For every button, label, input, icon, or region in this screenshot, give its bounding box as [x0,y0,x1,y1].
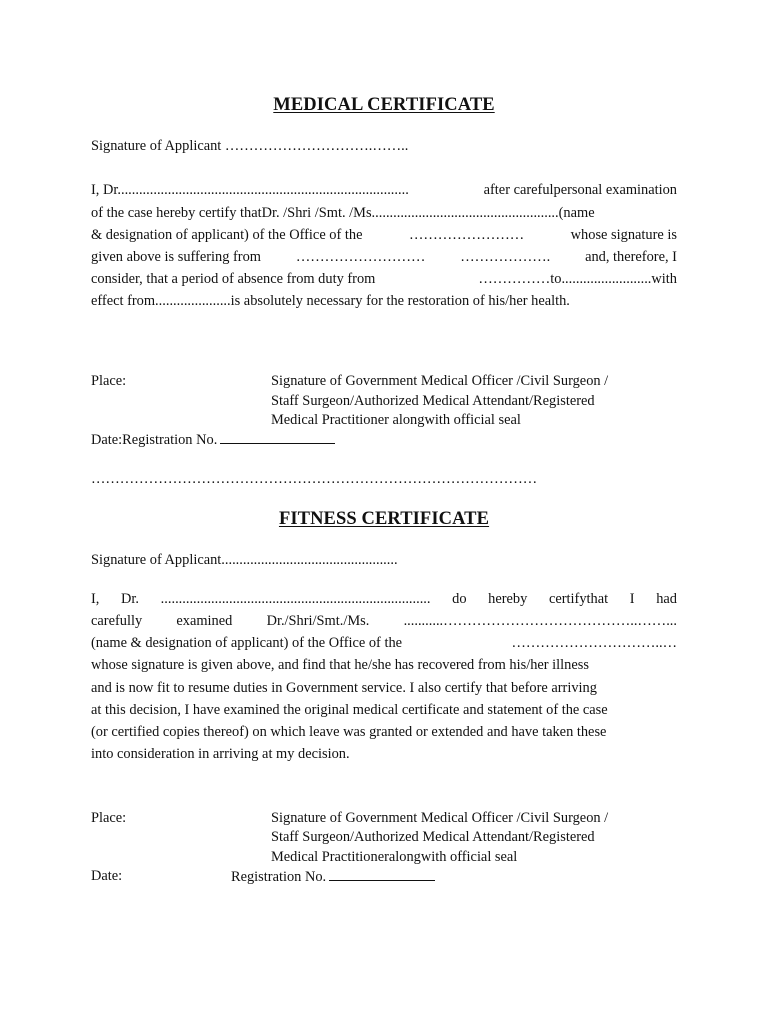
fitness-body-line: into consideration in arriving at my decision. [91,746,350,762]
medical-officer-signature-line: Signature of Government Medical Officer /Civil Surgeon / [271,373,609,389]
medical-officer-signature-line: Medical Practitioner alongwith official seal [271,412,521,428]
fitness-applicant-signature-line: Signature of Applicant................................................. [91,552,398,568]
medical-body-line: I, Dr................................................................................. after carefulpersonal examination [91,182,677,198]
fitness-body-line: and is now fit to resume duties in Government service. I also certify that before arriving [91,680,597,696]
medical-body-line: & designation of applicant) of the Office of the …………………… whose signature is [91,227,677,243]
fitness-registration-blank [329,868,435,881]
fitness-body-line: I, Dr. ........................................................................... do hereby certifythat I had [91,591,677,607]
medical-body-line: consider, that a period of absence from duty from ……………to.........................with [91,271,677,287]
medical-applicant-signature-line: Signature of Applicant ………………………….…….. [91,138,409,154]
medical-registration-blank [220,431,335,444]
fitness-officer-signature-line: Medical Practitioneralongwith official seal [271,849,518,865]
medical-place-label: Place: [91,373,127,389]
fitness-body-line: (or certified copies thereof) on which leave was granted or extended and have taken these [91,724,607,740]
fitness-certificate-title: FITNESS CERTIFICATE [278,509,490,529]
fitness-body-line: at this decision, I have examined the original medical certificate and statement of the case [91,702,608,718]
medical-body-line: of the case hereby certify thatDr. /Shri /Smt. /Ms....................................................(name [91,205,595,221]
medical-date-registration [91,431,335,449]
fitness-registration [231,868,435,886]
fitness-registration-label: Registration No. [231,869,327,885]
medical-date-registration-label: Date:Registration No. [91,432,218,448]
fitness-place-label: Place: [91,810,127,826]
fitness-officer-signature-line: Staff Surgeon/Authorized Medical Attendant/Registered [271,829,595,845]
fitness-date-label: Date: [91,868,123,884]
fitness-body-line: (name & designation of applicant) of the Office of the …………………………..… [91,635,677,651]
fitness-body-line: whose signature is given above, and find that he/she has recovered from his/her illness [91,657,589,673]
medical-body-line: given above is suffering from ……………………… ………………. and, therefore, I [91,249,677,265]
fitness-officer-signature-line: Signature of Government Medical Officer /Civil Surgeon / [271,810,609,826]
medical-body-line: effect from.....................is absolutely necessary for the restoration of his/her health. [91,293,570,309]
medical-certificate-title: MEDICAL CERTIFICATE [273,95,495,115]
section-separator: ………………………………………………………………………………… [91,471,538,487]
fitness-body-line: carefully examined Dr./Shri/Smt./Ms. ...........…………………………………..……... [91,613,677,629]
medical-officer-signature-line: Staff Surgeon/Authorized Medical Attendant/Registered [271,393,595,409]
